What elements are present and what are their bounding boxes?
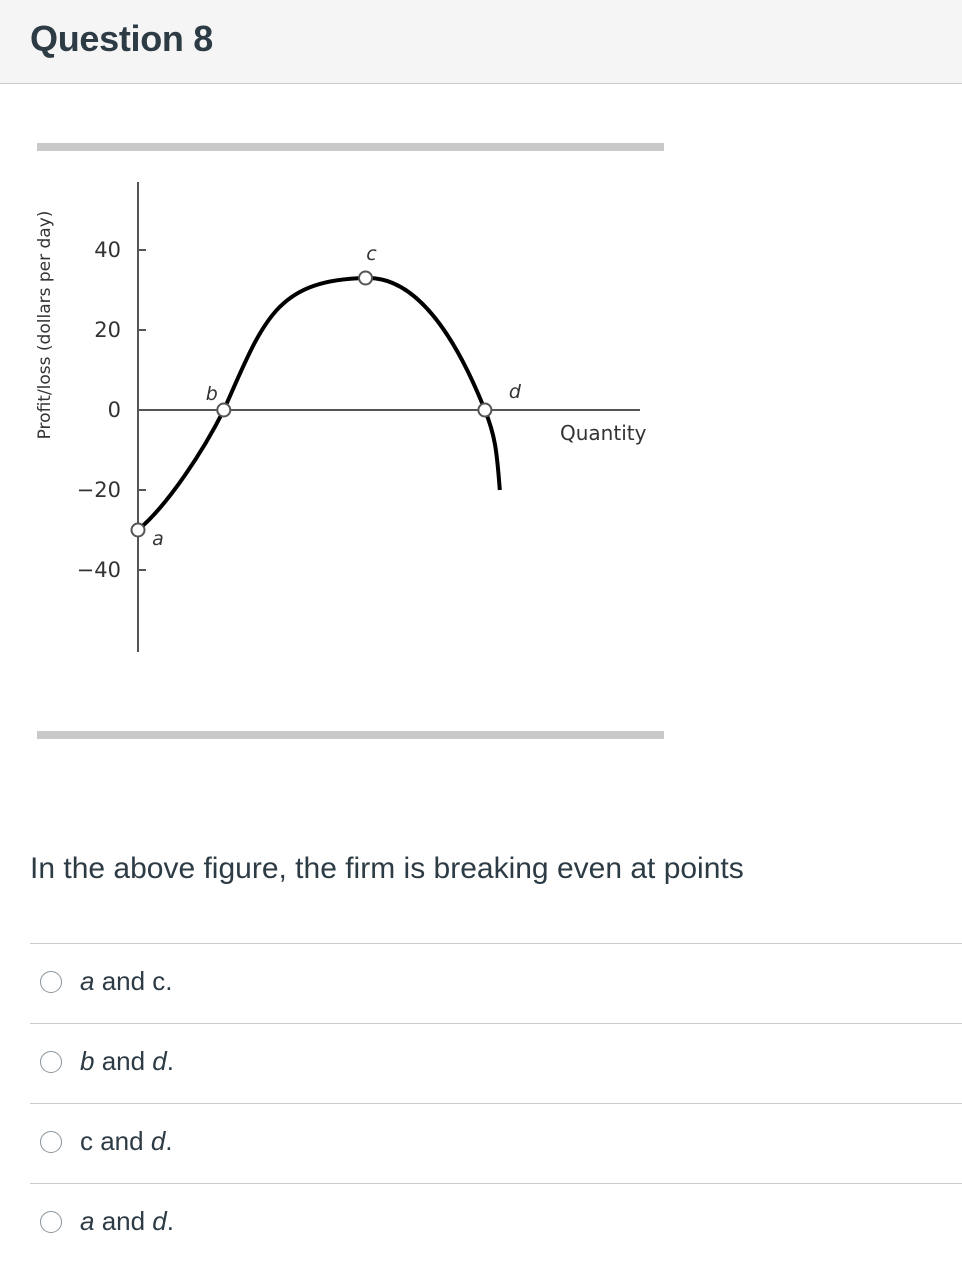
- answer-mid: and: [93, 1126, 151, 1156]
- answer-label[interactable]: [80, 1206, 174, 1237]
- answer-second: d: [152, 1206, 167, 1236]
- answer-option-4[interactable]: [30, 1183, 962, 1263]
- y-tick-label: −20: [76, 478, 121, 502]
- point-b-marker: [217, 404, 230, 417]
- point-d-label: d: [508, 381, 521, 403]
- answer-mid: and: [94, 966, 153, 996]
- answer-first: c: [80, 1126, 93, 1156]
- answer-mid: and: [94, 1206, 153, 1236]
- y-axis-label: Profit/loss (dollars per day): [35, 210, 55, 440]
- answer-second: d: [150, 1126, 166, 1156]
- answer-list: [30, 943, 962, 1263]
- point-c-label: c: [366, 243, 377, 265]
- point-b-label: b: [205, 383, 218, 405]
- point-a-label: a: [152, 528, 164, 550]
- question-text: In the above figure, the firm is breaking even at points: [30, 852, 744, 885]
- question-title: Question 8: [30, 18, 214, 59]
- y-tick-label: 20: [94, 318, 121, 342]
- point-a-marker: [132, 524, 145, 537]
- y-tick-label: 40: [94, 238, 121, 262]
- y-tick-label: 0: [107, 398, 121, 422]
- point-d-marker: [478, 404, 491, 417]
- question-figure: [0, 130, 700, 750]
- answer-option-2[interactable]: [30, 1023, 962, 1103]
- curve-points: [132, 243, 522, 550]
- radio-button[interactable]: [40, 1131, 62, 1153]
- figure-top-rule: [37, 143, 664, 151]
- answer-label[interactable]: [80, 966, 173, 997]
- answer-first: a: [80, 966, 95, 996]
- answer-option-1[interactable]: [30, 943, 962, 1023]
- x-axis-label: Quantity: [560, 421, 647, 445]
- answer-label[interactable]: [80, 1046, 174, 1077]
- answer-end: .: [166, 1046, 174, 1076]
- answer-end: .: [166, 1206, 174, 1236]
- answer-end: .: [165, 1126, 173, 1156]
- answer-first: b: [80, 1046, 95, 1076]
- radio-button[interactable]: [40, 1211, 62, 1233]
- answer-first: a: [80, 1206, 95, 1236]
- y-tick-label: −40: [76, 558, 121, 582]
- answer-mid: and: [94, 1046, 153, 1076]
- answer-option-3[interactable]: [30, 1103, 962, 1183]
- profit-curve: [138, 278, 500, 530]
- radio-button[interactable]: [40, 971, 62, 993]
- answer-label[interactable]: [80, 1126, 173, 1157]
- figure-bottom-rule: [37, 731, 664, 739]
- answer-end: .: [165, 966, 173, 996]
- question-header: [0, 0, 962, 84]
- answer-second: d: [152, 1046, 167, 1076]
- profit-loss-chart: [0, 130, 700, 750]
- point-c-marker: [359, 272, 372, 285]
- answer-second: c: [152, 966, 166, 996]
- radio-button[interactable]: [40, 1051, 62, 1073]
